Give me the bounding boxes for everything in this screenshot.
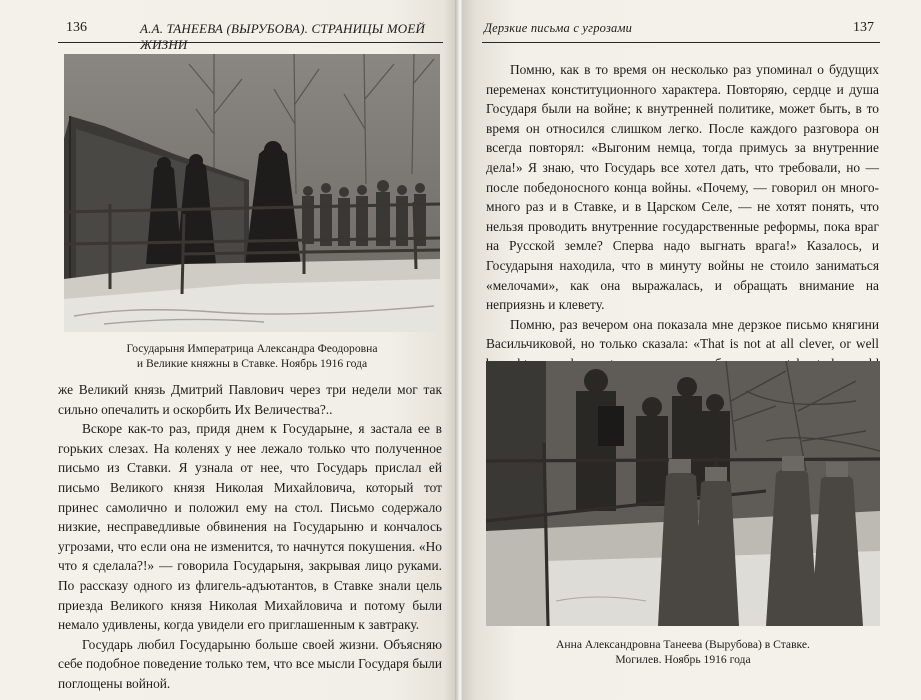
left-page-header <box>58 18 443 52</box>
right-caption-line-2: Могилев. Ноябрь 1916 года <box>615 653 751 666</box>
photo-anna-vyrubova-at-stavka <box>486 361 880 626</box>
right-body-text <box>486 60 879 393</box>
photo-empress-and-grand-duchesses <box>64 54 440 332</box>
left-body-text <box>58 380 442 694</box>
left-page <box>0 0 458 700</box>
left-paragraph-1: же Великий князь Дмитрий Павлович через три недели мог так сильно опечалить и оскорбить Их Величества?.. <box>58 382 442 417</box>
right-caption-line-1: Анна Александровна Танеева (Вырубова) в Ставке. <box>556 638 810 651</box>
left-caption-line-2: и Великие княжны в Ставке. Ноябрь 1916 года <box>136 357 368 370</box>
right-page-number: 137 <box>853 20 874 35</box>
left-caption-line-1: Государыня Императрица Александра Феодоровна <box>126 342 378 355</box>
left-running-title: А.А. ТАНЕЕВА (ВЫРУБОВА). СТРАНИЦЫ МОЕЙ ЖИЗНИ <box>140 21 426 52</box>
right-photo-caption <box>484 637 882 667</box>
left-page-number: 136 <box>66 20 87 35</box>
right-page <box>462 0 921 700</box>
right-running-title: Дерзкие письма с угрозами <box>484 21 633 35</box>
left-paragraph-3: Государь любил Государыню больше своей жизни. Объясняю себе подобное поведение только тем, что все мысли Государя были поглощены войной. <box>58 636 442 691</box>
right-paragraph-1: Помню, как в то время он несколько раз упоминал о будущих переменах конституционного характера. Повторяю, сердце и душа Государя были на войне; к внутренней политике, может быть, в то время он относился слишком легко. После каждого разговора он всегда повторял: «Выгоним немца, тогда примусь за внутренние дела!» Я знаю, что Государь все хотел дать, что требовали, но — после победоносного конца войны. «Почему, — говорил он много-много раз и в Ставке, и в Царском Селе, — не хотят понять, что нельзя проводить внутренние государственные реформы, пока враг на Русской земле? Сперва надо выгнать врага!» Казалось, и Государыня находила, что в минуту войны не стоило заниматься «мелочами», как она выражалась, и обращать внимание на неприязнь и клевету. <box>486 62 879 313</box>
left-paragraph-2: Вскоре как-то раз, придя днем к Государыне, я застала ее в горьких слезах. На коленях у нее лежало только что полученное письмо из Ставки. Я узнала от нее, что Государь прислал ей письмо Великого князя Николая Михайловича, который тот принес самолично и положил ему на стол. Письмо содержало низкие, несправедливые обвинения на Государыню и кончалось угрозами, что если она не изменится, то начнутся покушения. «Но что я сделала?!» — говорила Государыня, закрывая лицо руками. По рассказу одного из флигель-адъютантов, в Ставке знали цель приезда Великого князя Николая Михайловича и потому были немало удивлены, когда увидели его приглашенным к завтраку. <box>58 421 442 633</box>
left-photo-caption <box>62 341 442 371</box>
right-page-header <box>482 18 880 43</box>
right-paragraph-2: Помню, раз вечером она показала мне дерзкое письмо княгини Васильчиковой, но только сказала: «That is not at all clever, or well <box>486 316 879 352</box>
